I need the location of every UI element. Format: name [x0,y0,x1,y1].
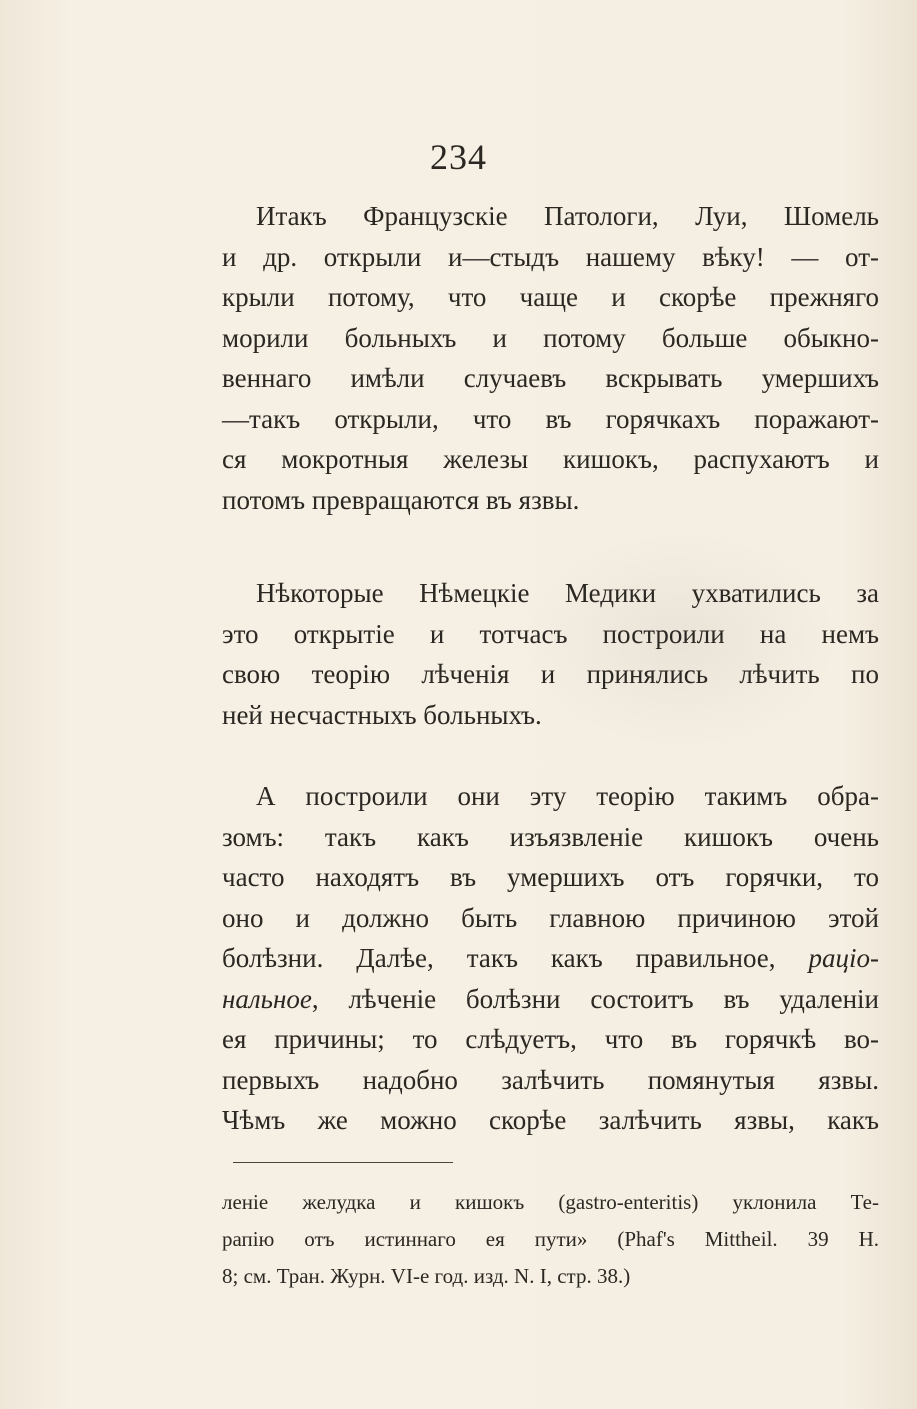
paragraph-3 [222,776,879,1141]
text-line: зомъ: такъ какъ изъязвленіе кишокъ очень [222,821,879,852]
text-line-with-italic [222,938,879,979]
text-line: ея причины; то слѣдуетъ, что въ горячкѣ во- [222,1024,879,1054]
text-line: Чѣмъ же можно скорѣе залѣчить язвы, какъ [222,1105,879,1135]
text-line: А построили они эту теорію такимъ обра- [256,781,879,811]
footnote-line: леніе желудка и кишокъ (gastro-enteritis) уклонила Те- [222,1190,879,1214]
paragraph-1 [222,196,879,520]
text-line: и др. открыли и—стыдъ нашему вѣку! — от- [222,241,879,272]
text-line: —такъ открыли, что въ горячкахъ поражают- [222,403,879,434]
text-line: крыли потому, что чаще и скорѣе прежняго [222,282,879,312]
text-line-with-italic [222,979,879,1020]
text-line: это открытіе и тотчасъ построили на немъ [222,618,879,649]
text-segment: болѣзни. Далѣе, такъ какъ правильное, [222,943,809,973]
italic-term: раціо- [808,943,879,973]
text-line: веннаго имѣли случаевъ вскрывать умершихъ [222,363,879,393]
text-line: Нѣкоторые Нѣмецкіе Медики ухватились за [256,578,879,608]
text-line: часто находятъ въ умершихъ отъ горячки, то [222,862,879,892]
text-line: первыхъ надобно залѣчить помянутыя язвы. [222,1064,879,1095]
italic-term: нальное [222,983,312,1014]
footnote-line: рапію отъ истиннаго ея пути» (Phaf's Mittheil. 39 H. [222,1227,879,1251]
footnote [222,1184,879,1295]
text-line: свою теорію лѣченія и принялись лѣчить по [222,659,879,689]
text-line: Итакъ Французскіе Патологи, Луи, Шомель [256,201,879,231]
text-line: морили больныхъ и потому больше обыкно- [222,322,879,353]
text-line: оно и должно быть главною причиною этой [222,902,879,933]
paragraph-2 [222,573,879,735]
text-line: потомъ превращаются въ язвы. [222,484,580,515]
text-line: ся мокротныя железы кишокъ, распухаютъ и [222,444,879,474]
text-segment: , лѣченіе болѣзни состоитъ въ удаленіи [311,983,879,1014]
footnote-rule [233,1162,453,1163]
text-line: ней несчастныхъ больныхъ. [222,699,542,730]
page-number: 234 [430,137,487,177]
footnote-line: 8; см. Тран. Журн. VI-е год. изд. N. I, стр. 38.) [222,1264,631,1288]
